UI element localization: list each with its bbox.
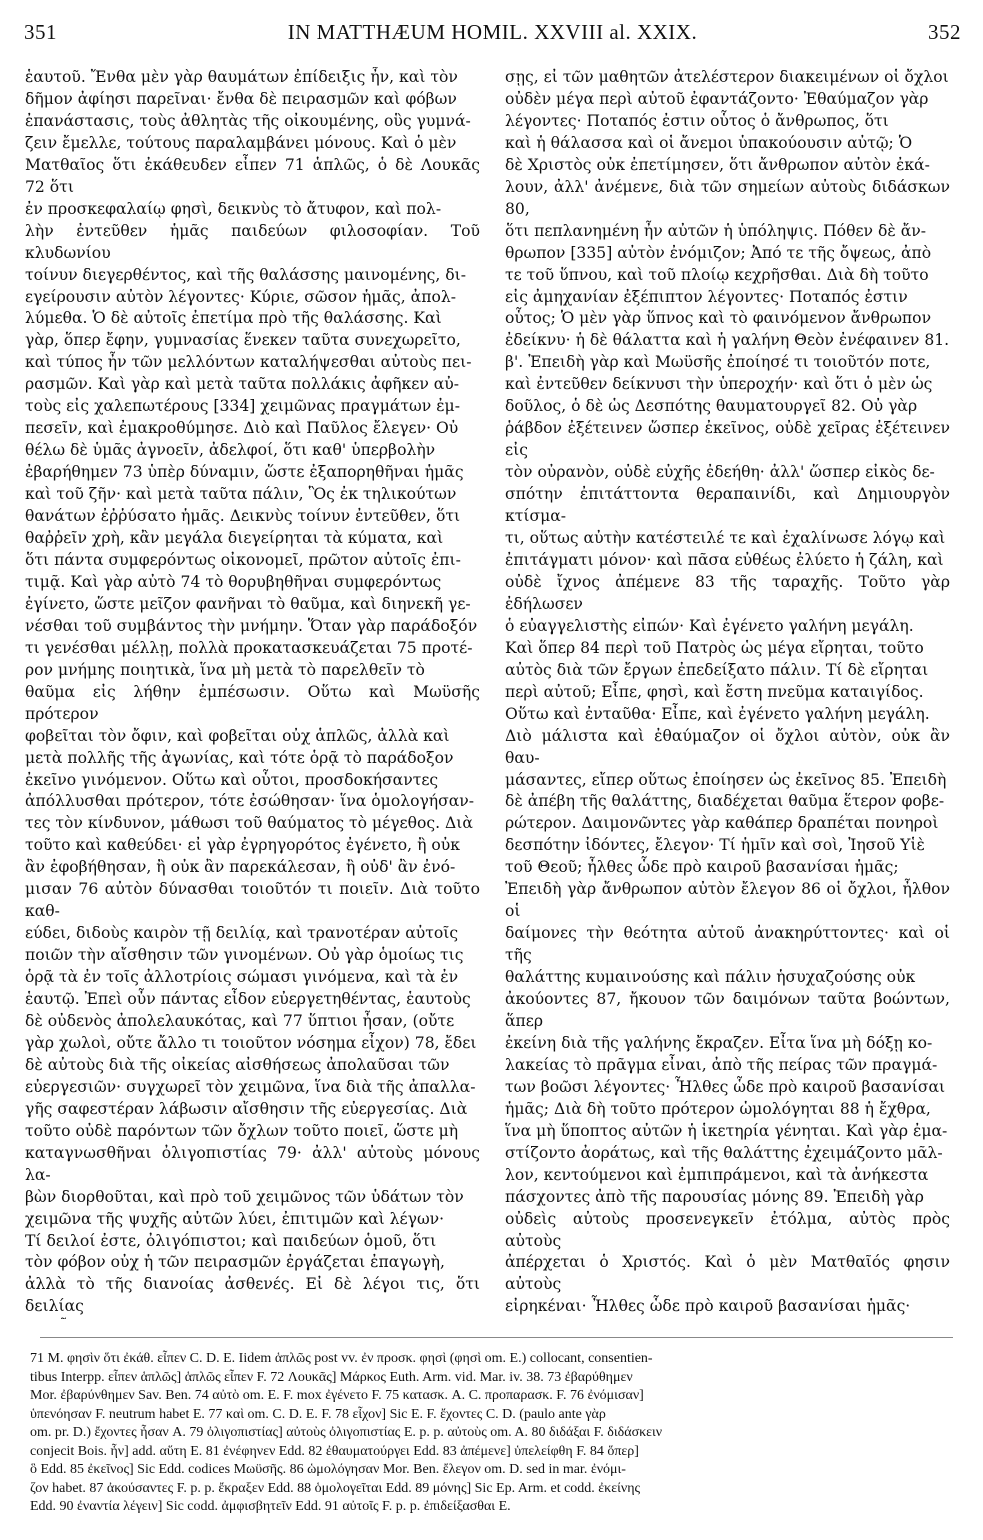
footnotes: 71 M. φησὶν ὅτι ἐκάθ. εἶπεν C. D. E. Iidem ἁπλῶς post vv. ἐν προσκ. φησὶ (φησὶ om. E.) collocant, consentien- tibus Interpp. εἶπεν ἁπλῶς] ἁπλῶς εἶπεν F. 72 Λουκᾶς] Μάρκος Euth. Arm. vid. Mar. iv. 38. 73 ἐβαρύθημεν Mor. ἐβαρύνθημεν Sav. Ben. 74 αὐτὸ om. E. F. mox ἐγένετο F. 75 κατασκ. A. C. προπαρασκ. F. 76 ἐνόμισαν] ὑπενόησαν F. neutrum habet E. 77 καὶ om. C. D. E. F. 78 εἶχον] Sic E. F. ἔχοντες C. D. (paulo ante γὰρ om. pr. D.) ἔχοντες ἦσαν A. 79 ὀλιγοπιστίας] αὐτοὺς ὀλιγοπιστίας E. p. p. αὐτοὺς om. A. 80 διδάξαι F. διδάσκειν conjecit Bois. ἦν] add. αὕτη E. 81 ἐνέφηνεν Edd. 82 ἐθαυματούργει Edd. 83 ἀπέμενε] ὑπελείφθη F. 84 ὅπερ] ὃ Edd. 85 ἐκεῖνος] Sic Edd. codices Μωϋσῆς. 86 ὡμολόγησαν Mor. Ben. ἔλεγον om. D. sed in mar. ἐνόμι- ζον habet. 87 ἀκούσαντες F. p. p. ἔκραξεν Edd. 88 ὁμολογεῖται Edd. 89 μόνης] Sic Ep. Arm. et codd. ἐκείνης Edd. 90 ἐναντία λέγειν] Sic codd. ἀμφισβητεῖν Edd. 91 αὐτοῖς F. p. p. ἐπιδείξασθαι E. xyxy=(30,1351,663,1514)
page-number-right: 352 xyxy=(928,20,961,44)
left-text-column: ἑαυτοῦ. Ἔνθα μὲν γὰρ θαυμάτων ἐπίδειξις ἦν, καὶ τὸν δῆμον ἀφίησι παρεῖναι· ἔνθα δὲ πειρασμῶν καὶ φόβων ἐπανάστασις, τοὺς ἀθλητὰς τῆς οἰκουμένης, οὓς γυμνά- ζειν ἔμελλε, τούτους παραλαμβάνει μόνους. Καὶ ὁ μὲν Ματθαῖος ὅτι ἐκάθευδεν εἶπεν 71 ἁπλῶς, ὁ δὲ Λουκᾶς 72 ὅτι ἐν προσκεφαλαίῳ φησὶ, δεικνὺς τὸ ἄτυφον, καὶ πολ- λὴν ἐντεῦθεν ἡμᾶς παιδεύων φιλοσοφίαν. Τοῦ κλυδωνίου τοίνυν διεγερθέντος, καὶ τῆς θαλάσσης μαινομένης, δι- εγείρουσιν αὐτὸν λέγοντες· Κύριε, σῶσον ἡμᾶς, ἀπολ- λύμεθα. Ὁ δὲ αὐτοῖς ἐπετίμα πρὸ τῆς θαλάσσης. Καὶ γὰρ, ὅπερ ἔφην, γυμνασίας ἕνεκεν ταῦτα συνεχωρεῖτο, καὶ τύπος ἦν τῶν μελλόντων καταλήψεσθαι αὐτοὺς πει- ρασμῶν. Καὶ γὰρ καὶ μετὰ ταῦτα πολλάκις ἀφῆκεν αὐ- τοὺς εἰς χαλεπωτέρους [334] χειμῶνας πραγμάτων ἐμ- πεσεῖν, καὶ ἐμακροθύμησε. Διὸ καὶ Παῦλος ἔλεγεν· Οὐ θέλω δὲ ὑμᾶς ἀγνοεῖν, ἀδελφοί, ὅτι καθ' ὑπερβολὴν ἐβαρήθημεν 73 ὑπὲρ δύναμιν, ὥστε ἐξαπορηθῆναι ἡμᾶς καὶ τοῦ ζῆν· καὶ μετὰ ταῦτα πάλιν, Ὃς ἐκ τηλικούτων θανάτων ἐῤῥύσατο ἡμᾶς. Δεικνὺς τοίνυν ἐντεῦθεν, ὅτι θαῤῥεῖν χρὴ, κἂν μεγάλα διεγείρηται τὰ κύματα, καὶ ὅτι πάντα συμφερόντως οἰκονομεῖ, πρῶτον αὐτοῖς ἐπι- τιμᾷ. Καὶ γὰρ αὐτὸ 74 τὸ θορυβηθῆναι συμφερόντως ἐγίνετο, ὥστε μεῖζον φανῆναι τὸ θαῦμα, καὶ διηνεκῆ γε- νέσθαι τοῦ συμβάντος τὴν μνήμην. Ὅταν γὰρ παράδοξόν τι γενέσθαι μέλλῃ, πολλὰ προκατασκευάζεται 75 προτέ- ρον μνήμης ποιητικὰ, ἵνα μὴ μετὰ τὸ παρελθεῖν τὸ θαῦμα εἰς λήθην ἐμπέσωσιν. Οὕτω καὶ Μωϋσῆς πρότερον φοβεῖται τὸν ὄφιν, καὶ φοβεῖται οὐχ ἁπλῶς, ἀλλὰ καὶ μετὰ πολλῆς τῆς ἀγωνίας, καὶ τότε ὁρᾷ τὸ παράδοξον ἐκεῖνο γινόμενον. Οὕτω καὶ οὗτοι, προσδοκήσαντες ἀπόλλυσθαι πρότερον, τότε ἐσώθησαν· ἵνα ὁμολογήσαν- τες τὸν κίνδυνον, μάθωσι τοῦ θαύματος τὸ μέγεθος. Διὰ τοῦτο καὶ καθεύδει· εἰ γὰρ ἐγρηγορότος ἐγένετο, ἢ οὐκ ἂν ἐφοβήθησαν, ἢ οὐκ ἂν παρεκάλεσαν, ἢ οὐδ' ἂν ἐνό- μισαν 76 αὐτὸν δύνασθαι τοιοῦτόν τι ποιεῖν. Διὰ τοῦτο καθ- εύδει, διδοὺς καιρὸν τῇ δειλίᾳ, καὶ τρανοτέραν αὐτοῖς ποιῶν τὴν αἴσθησιν τῶν γινομένων. Οὐ γὰρ ὁμοίως τις ὁρᾷ τὰ ἐν τοῖς ἀλλοτρίοις σώμασι γινόμενα, καὶ τὰ ἐν ἑαυτῷ. Ἐπεὶ οὖν πάντας εἶδον εὐεργετηθέντας, ἑαυτοὺς δὲ οὐδενὸς ἀπολελαυκότας, καὶ 77 ὕπτιοι ἦσαν, (οὔτε γὰρ χωλοὶ, οὔτε ἄλλο τι τοιοῦτον νόσημα εἶχον) 78, ἔδει δὲ αὐτοὺς διὰ τῆς οἰκείας αἰσθήσεως ἀπολαῦσαι τῶν εὐεργεσιῶν· συγχωρεῖ τὸν χειμῶνα, ἵνα διὰ τῆς ἀπαλλα- γῆς σαφεστέραν λάβωσιν αἴσθησιν τῆς εὐεργεσίας. Διὰ τοῦτο οὐδὲ παρόντων τῶν ὄχλων τοῦτο ποιεῖ, ὥστε μὴ καταγνωσθῆναι ὀλιγοπιστίας 79· ἀλλ' αὐτοὺς μόνους λα- βὼν διορθοῦται, καὶ πρὸ τοῦ χειμῶνος τῶν ὑδάτων τὸν χειμῶνα τῆς ψυχῆς αὐτῶν λύει, ἐπιτιμῶν καὶ λέγων· Τί δειλοί ἐστε, ὀλιγόπιστοι; καὶ παιδεύων ὁμοῦ, ὅτι τὸν φόβον οὐχ ἡ τῶν πειρασμῶν ἐργάζεται ἐπαγωγὴ, ἀλλὰ τὸ τῆς διανοίας ἀσθενές. Εἰ δὲ λέγοι τις, ὅτι δειλίας xyxy=(25,68,480,1316)
running-title: IN MATTHÆUM HOMIL. XXVIII al. XXIX. xyxy=(287,20,698,44)
page-number-left: 351 xyxy=(24,20,57,44)
right-text-column: σῃς, εἰ τῶν μαθητῶν ἀτελέστερον διακειμένων οἱ ὄχλοι οὐδὲν μέγα περὶ αὐτοῦ ἐφαντάζοντο· Ἐθαύμαζον γὰρ λέγοντες· Ποταπός ἐστιν οὗτος ὁ ἄνθρωπος, ὅτι καὶ ἡ θάλασσα καὶ οἱ ἄνεμοι ὑπακούουσιν αὐτῷ; Ὁ δὲ Χριστὸς οὐκ ἐπετίμησεν, ὅτι ἄνθρωπον αὐτὸν ἐκά- λουν, ἀλλ' ἀνέμενε, διὰ τῶν σημείων αὐτοὺς διδάσκων 80, ὅτι πεπλανημένη ἦν αὐτῶν ἡ ὑπόληψις. Πόθεν δὲ ἄν- θρωπον [335] αὐτὸν ἐνόμιζον; Ἀπό τε τῆς ὄψεως, ἀπὸ τε τοῦ ὕπνου, καὶ τοῦ πλοίῳ κεχρῆσθαι. Διὰ δὴ τοῦτο εἰς ἀμηχανίαν ἐξέπιπτον λέγοντες· Ποταπός ἐστιν οὗτος; Ὁ μὲν γὰρ ὕπνος καὶ τὸ φαινόμενον ἄνθρωπον ἐδείκνυ· ἡ δὲ θάλαττα καὶ ἡ γαλήνη Θεὸν ἐνέφαινεν 81. β'. Ἐπειδὴ γὰρ καὶ Μωϋσῆς ἐποίησέ τι τοιοῦτόν ποτε, καὶ ἐντεῦθεν δείκνυσι τὴν ὑπεροχήν· καὶ ὅτι ὁ μὲν ὡς δοῦλος, ὁ δὲ ὡς Δεσπότης θαυματουργεῖ 82. Οὐ γὰρ ῥάβδον ἐξέτεινεν ὥσπερ ἐκεῖνος, οὐδὲ χεῖρας ἐξέτεινεν εἰς τὸν οὐρανὸν, οὐδὲ εὐχῆς ἐδεήθη· ἀλλ' ὥσπερ εἰκὸς δε- σπότην ἐπιτάττοντα θεραπαινίδι, καὶ Δημιουργὸν κτίσμα- τι, οὕτως αὐτὴν κατέστειλέ τε καὶ ἐχαλίνωσε λόγῳ καὶ ἐπιτάγματι μόνον· καὶ πᾶσα εὐθέως ἐλύετο ἡ ζάλη, καὶ οὐδὲ ἴχνος ἀπέμενε 83 τῆς ταραχῆς. Τοῦτο γὰρ ἐδήλωσεν ὁ εὐαγγελιστὴς εἰπών· Καὶ ἐγένετο γαλήνη μεγάλη. Καὶ ὅπερ 84 περὶ τοῦ Πατρὸς ὡς μέγα εἴρηται, τοῦτο αὐτὸς διὰ τῶν ἔργων ἐπεδείξατο πάλιν. Τί δὲ εἴρηται περὶ αὐτοῦ; Εἶπε, φησὶ, καὶ ἔστη πνεῦμα καταιγίδος. Οὕτω καὶ ἐνταῦθα· Εἶπε, καὶ ἐγένετο γαλήνη μεγάλη. Διὸ μάλιστα καὶ ἐθαύμαζον οἱ ὄχλοι αὐτὸν, οὐκ ἂν θαυ- μάσαντες, εἴπερ οὕτως ἐποίησεν ὡς ἐκεῖνος 85. Ἐπειδὴ δὲ ἀπέβη τῆς θαλάττης, διαδέχεται θαῦμα ἕτερον φοβε- ρώτερον. Δαιμονῶντες γὰρ καθάπερ δραπέται πονηροὶ δεσπότην ἰδόντες, ἔλεγον· Τί ἡμῖν καὶ σοὶ, Ἰησοῦ Υἱὲ τοῦ Θεοῦ; ἦλθες ὧδε πρὸ καιροῦ βασανίσαι ἡμᾶς; Ἐπειδὴ γὰρ ἄνθρωπον αὐτὸν ἔλεγον 86 οἱ ὄχλοι, ἦλθον οἱ δαίμονες τὴν θεότητα αὐτοῦ ἀνακηρύττοντες· καὶ οἱ τῆς θαλάττης κυμαινούσης καὶ πάλιν ἡσυχαζούσης οὐκ ἀκούοντες 87, ἤκουον τῶν δαιμόνων ταῦτα βοώντων, ἅπερ ἐκείνη διὰ τῆς γαλήνης ἔκραζεν. Εἶτα ἵνα μὴ δόξῃ κο- λακείας τὸ πρᾶγμα εἶναι, ἀπὸ τῆς πείρας τῶν πραγμά- των βοῶσι λέγοντες· Ἦλθες ὧδε πρὸ καιροῦ βασανίσαι ἡμᾶς; Διὰ δὴ τοῦτο πρότερον ὡμολόγηται 88 ἡ ἔχθρα, ἵνα μὴ ὕποπτος αὐτῶν ἡ ἱκετηρία γένηται. Καὶ γὰρ ἐμα- στίζοντο ἀοράτως, καὶ τῆς θαλάττης ἐχειμάζοντο μᾶλ- λον, κεντούμενοι καὶ ἐμπιπράμενοι, καὶ τὰ ἀνήκεστα πάσχοντες ἀπὸ τῆς παρουσίας μόνης 89. Ἐπειδὴ γὰρ οὐδεὶς αὐτοὺς προσενεγκεῖν ἐτόλμα, αὐτὸς πρὸς αὐτοὺς ἀπέρχεται ὁ Χριστός. Καὶ ὁ μὲν Ματθαῖός φησιν αὐτοὺς εἰρηκέναι· Ἦλθες ὧδε πρὸ καιροῦ βασανίσαι ἡμᾶς· xyxy=(505,68,950,1316)
running-header xyxy=(24,20,961,60)
footnote-divider xyxy=(40,1337,953,1338)
